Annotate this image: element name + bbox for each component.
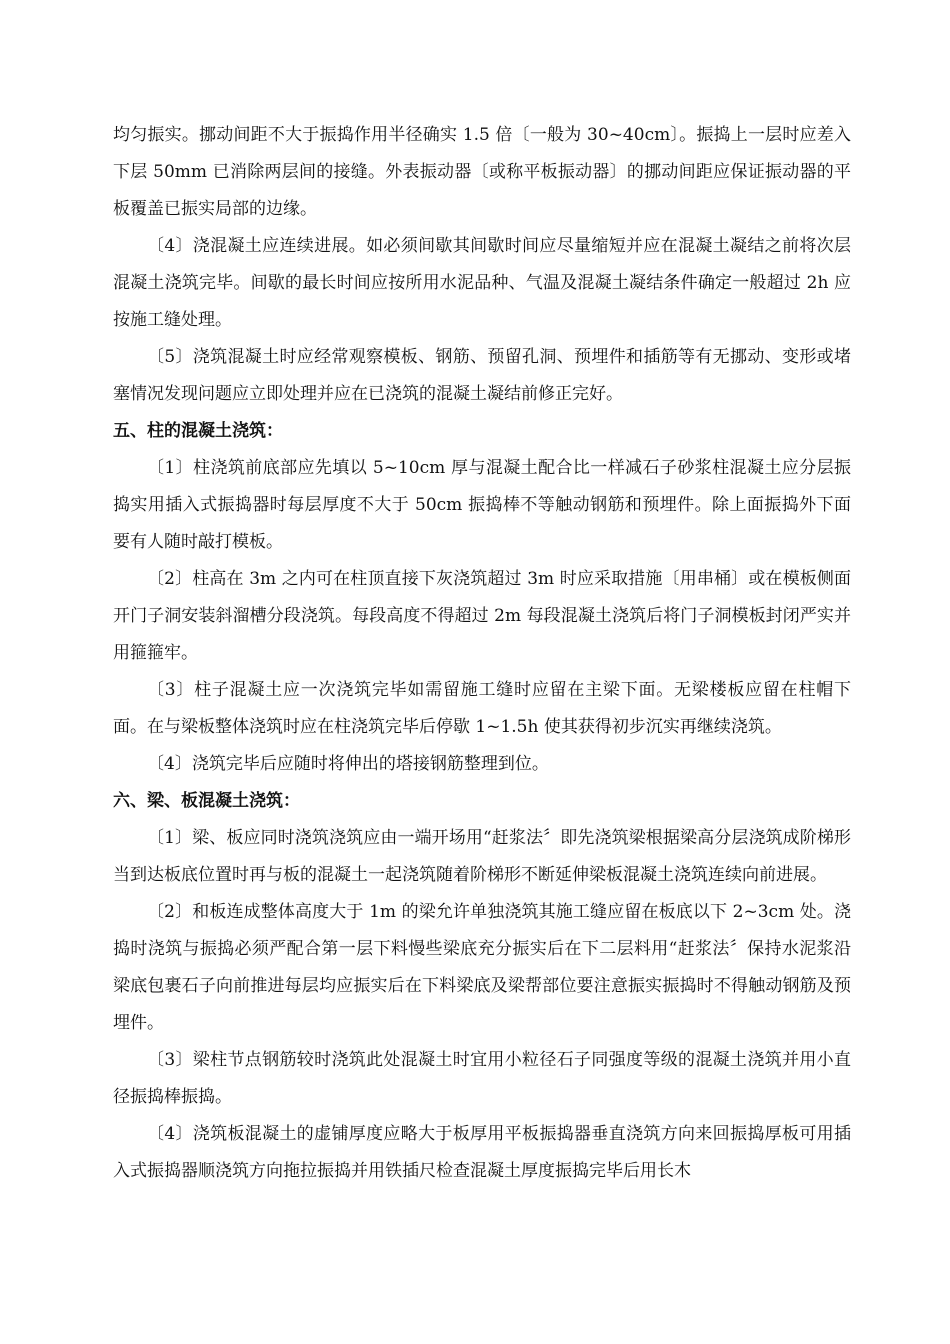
paragraph-beam-slab-1: 〔1〕梁、板应同时浇筑浇筑应由一端开场用“赶浆法〞即先浇筑梁根据梁高分层浇筑成阶梯形当到达板底位置时再与板的混凝土一起浇筑随着阶梯形不断延伸梁板混凝土浇筑连续向前进展。	[113, 828, 851, 885]
paragraph-column-3: 〔3〕柱子混凝土应一次浇筑完毕如需留施工缝时应留在主梁下面。无梁楼板应留在柱帽下面。在与梁板整体浇筑时应在柱浇筑完毕后停歇 1~1.5h 使其获得初步沉实再继续浇筑。	[113, 680, 851, 737]
paragraph-beam-slab-3: 〔3〕梁柱节点钢筋较时浇筑此处混凝土时宜用小粒径石子同强度等级的混凝土浇筑并用小直径振捣棒振捣。	[113, 1050, 851, 1107]
paragraph-column-1: 〔1〕柱浇筑前底部应先填以 5~10cm 厚与混凝土配合比一样减石子砂浆柱混凝土应分层振捣实用插入式振捣器时每层厚度不大于 50cm 振捣棒不等触动钢筋和预埋件。除上面振捣外下面要有人随时敲打模板。	[113, 458, 851, 552]
paragraph-column-4: 〔4〕浇筑完毕后应随时将伸出的塔接钢筋整理到位。	[147, 754, 549, 774]
section-heading-6: 六、梁、板混凝土浇筑：	[113, 791, 300, 811]
document-body	[113, 117, 851, 1190]
section-heading-5: 五、柱的混凝土浇筑：	[113, 421, 283, 441]
paragraph-beam-slab-4: 〔4〕浇筑板混凝土的虚铺厚度应略大于板厚用平板振捣器垂直浇筑方向来回振捣厚板可用插入式振捣器顺浇筑方向拖拉振捣并用铁插尺检查混凝土厚度振捣完毕后用长木	[113, 1124, 851, 1181]
paragraph-continuation: 均匀振实。挪动间距不大于振捣作用半径确实 1.5 倍〔一般为 30~40cm〕。振捣上一层时应差入下层 50mm 已消除两层间的接缝。外表振动器〔或称平板振动器〕的挪动间距应保证振动器的平板覆盖已振实局部的边缘。	[113, 125, 851, 219]
paragraph-item-5: 〔5〕浇筑混凝土时应经常观察模板、钢筋、预留孔洞、预埋件和插筋等有无挪动、变形或堵塞情况发现问题应立即处理并应在已浇筑的混凝土凝结前修正完好。	[113, 347, 851, 404]
paragraph-column-2: 〔2〕柱高在 3m 之内可在柱顶直接下灰浇筑超过 3m 时应采取措施〔用串桶〕或在模板侧面开门子洞安装斜溜槽分段浇筑。每段高度不得超过 2m 每段混凝土浇筑后将门子洞模板封闭严实并用箍箍牢。	[113, 569, 851, 663]
paragraph-beam-slab-2: 〔2〕和板连成整体高度大于 1m 的梁允许单独浇筑其施工缝应留在板底以下 2~3cm 处。浇捣时浇筑与振捣必须严配合第一层下料慢些梁底充分振实后在下二层料用“赶浆法〞保持水泥浆沿梁底包裹石子向前推进每层均应振实后在下料梁底及梁帮部位要注意振实振捣时不得触动钢筋及预埋件。	[113, 902, 851, 1033]
paragraph-item-4: 〔4〕浇混凝土应连续进展。如必须间歇其间歇时间应尽量缩短并应在混凝土凝结之前将次层混凝土浇筑完毕。间歇的最长时间应按所用水泥品种、气温及混凝土凝结条件确定一般超过 2h 应按施工缝处理。	[113, 236, 851, 330]
